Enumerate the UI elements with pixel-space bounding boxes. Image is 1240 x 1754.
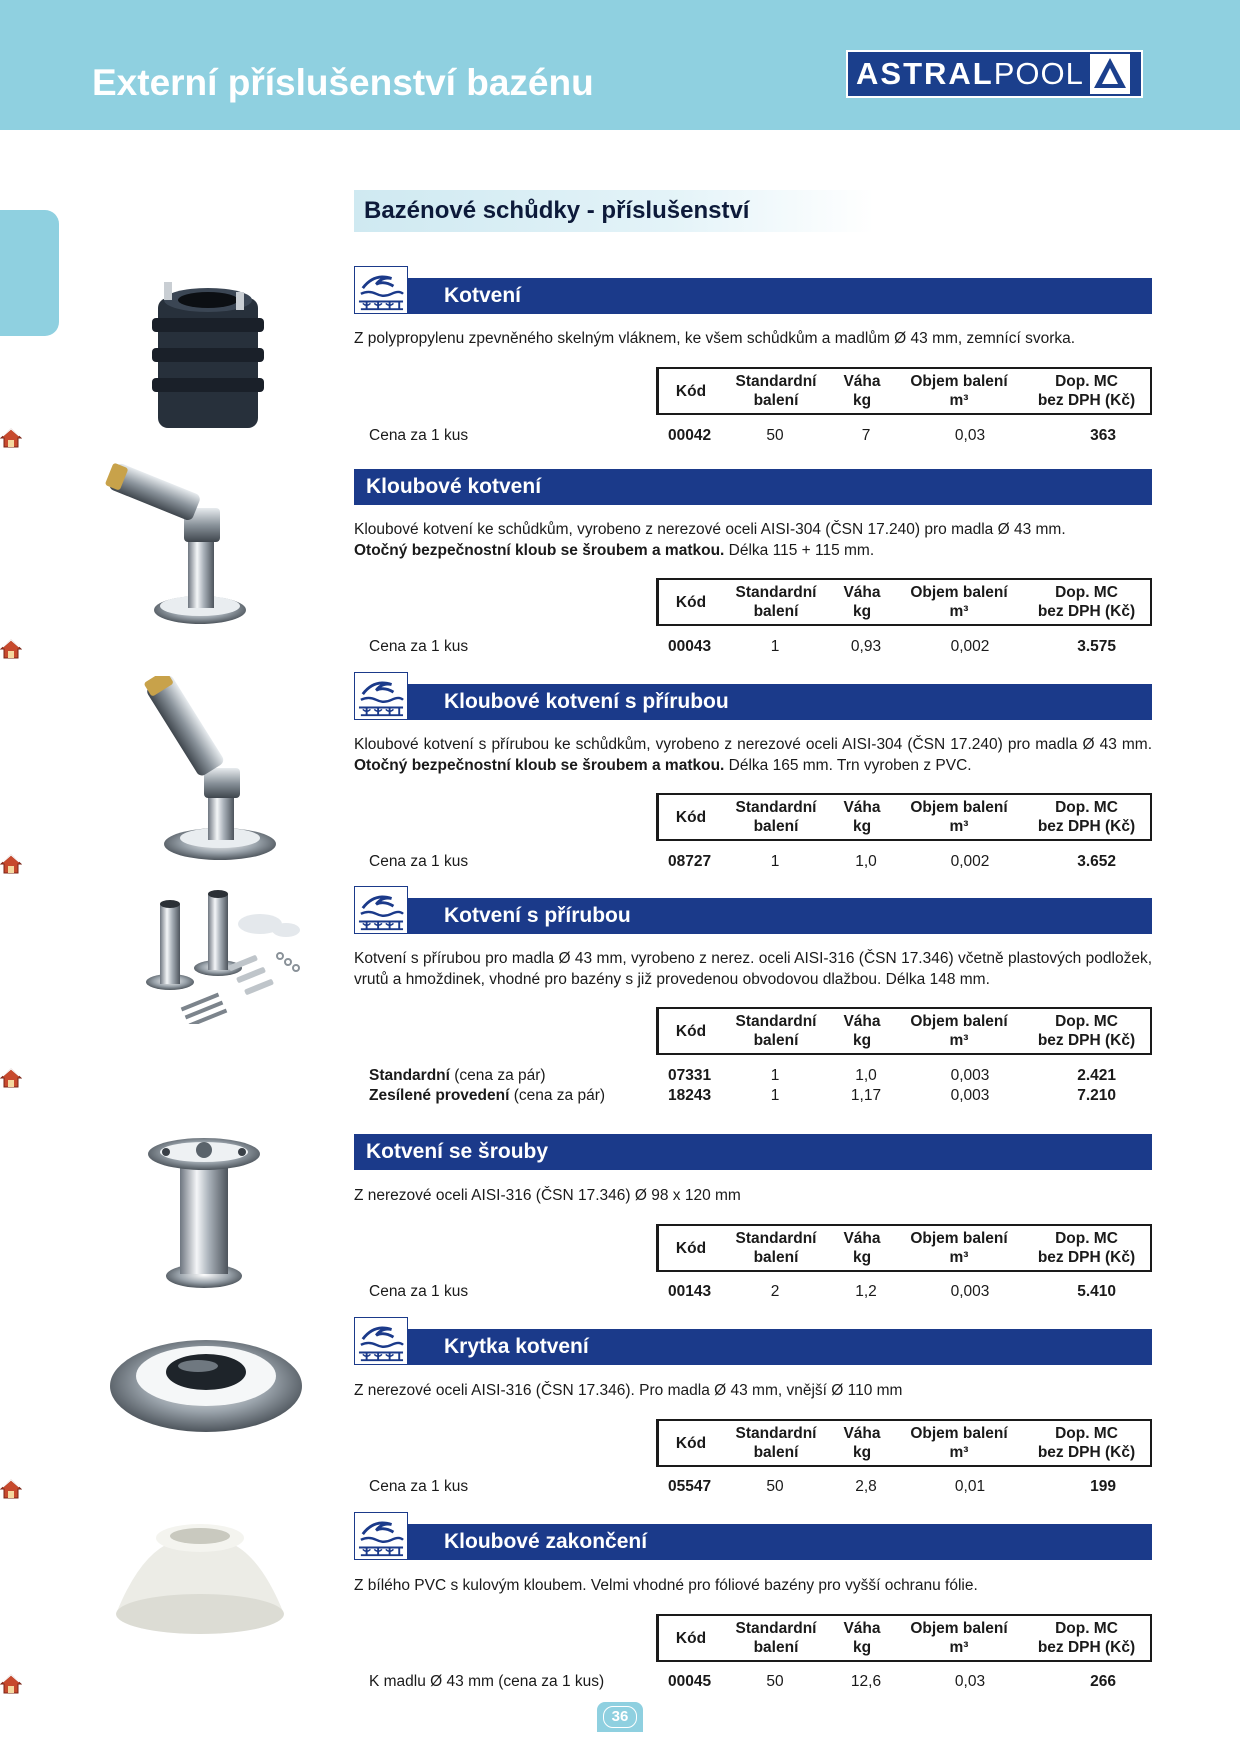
col-header-vaha-unit: kg <box>852 1032 872 1049</box>
col-header-baleni-2: balení <box>753 1444 799 1461</box>
col-header-mc: Dop. MC <box>1055 1013 1118 1030</box>
row-baleni: 50 <box>766 1673 784 1690</box>
col-header-vaha: Váha <box>843 1620 881 1637</box>
col-header-vaha: Váha <box>843 584 881 601</box>
page-header <box>0 0 1240 130</box>
col-header-mc-2: bez DPH (Kč) <box>1037 603 1136 620</box>
row-label-rest: (cena za pár) <box>509 1087 606 1104</box>
page-title: Externí příslušenství bazénu <box>92 62 594 103</box>
row-baleni: 1 <box>770 1067 780 1084</box>
col-header-vaha: Váha <box>843 373 881 390</box>
row-objem: 0,003 <box>950 1087 990 1104</box>
col-header-baleni: Standardní <box>735 1425 817 1442</box>
col-header-mc: Dop. MC <box>1055 373 1118 390</box>
row-code: 00042 <box>668 427 712 444</box>
row-baleni: 50 <box>766 1478 784 1495</box>
price-row <box>0 1673 1240 1693</box>
row-label: Cena za 1 kus <box>369 427 469 444</box>
row-label: Cena za 1 kus <box>369 1478 469 1495</box>
col-header-baleni: Standardní <box>735 1230 817 1247</box>
col-header-objem-unit: m³ <box>949 1032 969 1049</box>
col-header-vaha-unit: kg <box>852 1444 872 1461</box>
row-objem: 0,003 <box>950 1067 990 1084</box>
col-header-kod: Kód <box>675 1239 707 1257</box>
price-row <box>0 1283 1240 1303</box>
product-title-bar: Kloubové kotvení s přírubou <box>354 684 1152 720</box>
price-table-header <box>656 367 1152 415</box>
row-price: 7.210 <box>1077 1087 1116 1104</box>
product-title-bar: Kloubové zakončení <box>354 1524 1152 1560</box>
price-table-header <box>656 1007 1152 1055</box>
kotveni-s-prirubou-photo <box>140 890 306 1024</box>
col-header-objem: Objem balení <box>910 1425 1008 1442</box>
col-header-kod: Kód <box>675 808 707 826</box>
wave-pool-icon <box>354 672 408 720</box>
row-price: 266 <box>1090 1673 1116 1690</box>
col-header-mc-2: bez DPH (Kč) <box>1037 1639 1136 1656</box>
row-code: 07331 <box>668 1067 712 1084</box>
logo-bold-text: ASTRAL <box>856 56 994 91</box>
col-header-baleni-2: balení <box>753 1249 799 1266</box>
price-table-header <box>656 793 1152 841</box>
col-header-mc-2: bez DPH (Kč) <box>1037 1444 1136 1461</box>
product-description: Z nerezové oceli AISI-316 (ČSN 17.346) Ø 98 x 120 mm <box>354 1187 741 1204</box>
row-objem: 0,003 <box>950 1283 990 1300</box>
price-table-header <box>656 1224 1152 1272</box>
logo-light-text: POOL <box>993 56 1084 91</box>
row-label: Cena za 1 kus <box>369 1283 469 1300</box>
col-header-mc-2: bez DPH (Kč) <box>1037 1032 1136 1049</box>
product-title-bar: Kotvení s přírubou <box>354 898 1152 934</box>
col-header-objem: Objem balení <box>910 373 1008 390</box>
product-description: Z nerezové oceli AISI-316 (ČSN 17.346). Pro madla Ø 43 mm, vnější Ø 110 mm <box>354 1382 903 1399</box>
row-label-bold: Standardní <box>369 1067 450 1084</box>
section-title: Bazénové schůdky - příslušenství <box>354 190 874 232</box>
product-title-bar: Krytka kotvení <box>354 1329 1152 1365</box>
row-baleni: 1 <box>770 853 780 870</box>
desc-bold-text: Otočný bezpečnostní kloub se šroubem a matkou. <box>354 542 725 559</box>
row-objem: 0,002 <box>950 638 990 655</box>
row-objem: 0,03 <box>954 1673 986 1690</box>
row-price: 199 <box>1090 1478 1116 1495</box>
col-header-kod: Kód <box>675 1022 707 1040</box>
row-label-rest: (cena za pár) <box>449 1067 546 1084</box>
row-label-bold: Zesílené provedení <box>369 1087 510 1104</box>
col-header-vaha: Váha <box>843 1013 881 1030</box>
astralpool-logo <box>846 50 1143 98</box>
row-label: K madlu Ø 43 mm (cena za 1 kus) <box>369 1673 605 1690</box>
price-row <box>0 638 1240 658</box>
kloubove-kotveni-photo <box>100 462 270 632</box>
price-table-header <box>656 1419 1152 1467</box>
row-label <box>369 1087 605 1105</box>
col-header-mc: Dop. MC <box>1055 1425 1118 1442</box>
row-objem: 0,01 <box>954 1478 986 1495</box>
row-vaha: 1,0 <box>855 853 877 870</box>
row-label <box>369 1067 546 1085</box>
row-baleni: 50 <box>766 427 784 444</box>
col-header-kod: Kód <box>675 1434 707 1452</box>
product-description <box>354 519 1152 561</box>
row-price: 5.410 <box>1077 1283 1116 1300</box>
product-title-bar: Kloubové kotvení <box>354 469 1152 505</box>
col-header-mc-2: bez DPH (Kč) <box>1037 818 1136 835</box>
row-vaha: 2,8 <box>855 1478 877 1495</box>
row-label: Cena za 1 kus <box>369 853 469 870</box>
product-title-bar: Kotvení <box>354 278 1152 314</box>
col-header-mc-2: bez DPH (Kč) <box>1037 1249 1136 1266</box>
row-price: 2.421 <box>1077 1067 1116 1084</box>
col-header-vaha: Váha <box>843 1230 881 1247</box>
product-description: Kotvení s přírubou pro madla Ø 43 mm, vyrobeno z nerez. oceli AISI-316 (ČSN 17.346) včetně plastových podložek, vrutů a hmoždinek, vhodné pro bazény s již provedenou obvodovou dlažbou. Délka 148 mm. <box>354 950 1152 988</box>
product-title-bar: Kotvení se šrouby <box>354 1134 1152 1170</box>
col-header-baleni-2: balení <box>753 1032 799 1049</box>
astralpool-triangle-logo-icon <box>1090 54 1130 94</box>
col-header-baleni-2: balení <box>753 818 799 835</box>
col-header-mc: Dop. MC <box>1055 1620 1118 1637</box>
col-header-objem: Objem balení <box>910 584 1008 601</box>
row-objem: 0,002 <box>950 853 990 870</box>
house-icon <box>0 1067 22 1089</box>
product-description: Z bílého PVC s kulovým kloubem. Velmi vhodné pro fóliové bazény pro vyšší ochranu fólie. <box>354 1577 978 1594</box>
chapter-tab <box>0 210 59 336</box>
col-header-objem-unit: m³ <box>949 1639 969 1656</box>
desc-text: Kloubové kotvení s přírubou ke schůdkům, vyrobeno z nerezové oceli AISI-304 (ČSN 17.240) pro madla Ø 43 mm. <box>354 736 1152 753</box>
row-vaha: 1,17 <box>850 1087 882 1104</box>
col-header-baleni: Standardní <box>735 799 817 816</box>
wave-pool-icon <box>354 886 408 934</box>
desc-bold-text: Otočný bezpečnostní kloub se šroubem a matkou. <box>354 757 725 774</box>
col-header-objem-unit: m³ <box>949 1444 969 1461</box>
price-row <box>0 853 1240 873</box>
col-header-kod: Kód <box>675 1629 707 1647</box>
col-header-mc: Dop. MC <box>1055 584 1118 601</box>
row-price: 363 <box>1090 427 1116 444</box>
col-header-vaha-unit: kg <box>852 603 872 620</box>
row-code: 05547 <box>668 1478 712 1495</box>
col-header-objem: Objem balení <box>910 1230 1008 1247</box>
col-header-mc-2: bez DPH (Kč) <box>1037 392 1136 409</box>
col-header-baleni: Standardní <box>735 1620 817 1637</box>
col-header-baleni-2: balení <box>753 1639 799 1656</box>
col-header-objem-unit: m³ <box>949 603 969 620</box>
col-header-objem: Objem balení <box>910 1013 1008 1030</box>
price-row <box>0 1087 1240 1107</box>
row-code: 00043 <box>668 638 712 655</box>
house-icon <box>0 427 22 449</box>
row-vaha: 12,6 <box>850 1673 882 1690</box>
kloubove-zakonceni-photo <box>110 1518 290 1638</box>
col-header-mc: Dop. MC <box>1055 1230 1118 1247</box>
row-code: 08727 <box>668 853 712 870</box>
krytka-kotveni-photo <box>108 1328 304 1436</box>
col-header-baleni-2: balení <box>753 392 799 409</box>
row-price: 3.652 <box>1077 853 1116 870</box>
desc-text: Kloubové kotvení ke schůdkům, vyrobeno z nerezové oceli AISI-304 (ČSN 17.240) pro madla Ø 43 mm. <box>354 521 1066 538</box>
col-header-vaha-unit: kg <box>852 1249 872 1266</box>
row-objem: 0,03 <box>954 427 986 444</box>
col-header-objem-unit: m³ <box>949 392 969 409</box>
col-header-objem-unit: m³ <box>949 818 969 835</box>
col-header-baleni-2: balení <box>753 603 799 620</box>
house-icon <box>0 1478 22 1500</box>
row-baleni: 2 <box>770 1283 780 1300</box>
col-header-baleni: Standardní <box>735 1013 817 1030</box>
product-description: Z polypropylenu zpevněného skelným vláknem, ke všem schůdkům a madlům Ø 43 mm, zemnící svorka. <box>354 330 1076 347</box>
row-label: Cena za 1 kus <box>369 638 469 655</box>
row-vaha: 1,0 <box>855 1067 877 1084</box>
desc-text-end: Délka 165 mm. Trn vyroben z PVC. <box>724 757 972 774</box>
col-header-objem: Objem balení <box>910 799 1008 816</box>
col-header-objem-unit: m³ <box>949 1249 969 1266</box>
kloubove-kotveni-s-prirubou-photo <box>128 676 278 866</box>
col-header-kod: Kód <box>675 593 707 611</box>
desc-text-end: Délka 115 + 115 mm. <box>724 542 875 559</box>
col-header-objem: Objem balení <box>910 1620 1008 1637</box>
house-icon <box>0 1673 22 1695</box>
col-header-vaha-unit: kg <box>852 1639 872 1656</box>
wave-pool-icon <box>354 1512 408 1560</box>
col-header-vaha-unit: kg <box>852 392 872 409</box>
row-baleni: 1 <box>770 1087 780 1104</box>
price-table-header <box>656 578 1152 626</box>
price-row <box>0 427 1240 447</box>
col-header-baleni: Standardní <box>735 584 817 601</box>
row-vaha: 7 <box>861 427 871 444</box>
house-icon <box>0 638 22 660</box>
page-number-tab <box>597 1702 643 1732</box>
price-row <box>0 1067 1240 1087</box>
kotveni-photo <box>148 278 268 438</box>
col-header-kod: Kód <box>675 382 707 400</box>
row-code: 18243 <box>668 1087 712 1104</box>
kotveni-se-srouby-photo <box>148 1132 266 1292</box>
col-header-vaha: Váha <box>843 1425 881 1442</box>
product-description <box>354 734 1152 776</box>
col-header-vaha: Váha <box>843 799 881 816</box>
row-baleni: 1 <box>770 638 780 655</box>
price-row <box>0 1478 1240 1498</box>
row-vaha: 0,93 <box>850 638 882 655</box>
wave-pool-icon <box>354 1317 408 1365</box>
page-number: 36 <box>603 1706 637 1728</box>
row-vaha: 1,2 <box>855 1283 877 1300</box>
price-table-header <box>656 1614 1152 1662</box>
house-icon <box>0 853 22 875</box>
row-code: 00143 <box>668 1283 712 1300</box>
row-price: 3.575 <box>1077 638 1116 655</box>
col-header-mc: Dop. MC <box>1055 799 1118 816</box>
row-code: 00045 <box>668 1673 712 1690</box>
col-header-vaha-unit: kg <box>852 818 872 835</box>
wave-pool-icon <box>354 266 408 314</box>
col-header-baleni: Standardní <box>735 373 817 390</box>
